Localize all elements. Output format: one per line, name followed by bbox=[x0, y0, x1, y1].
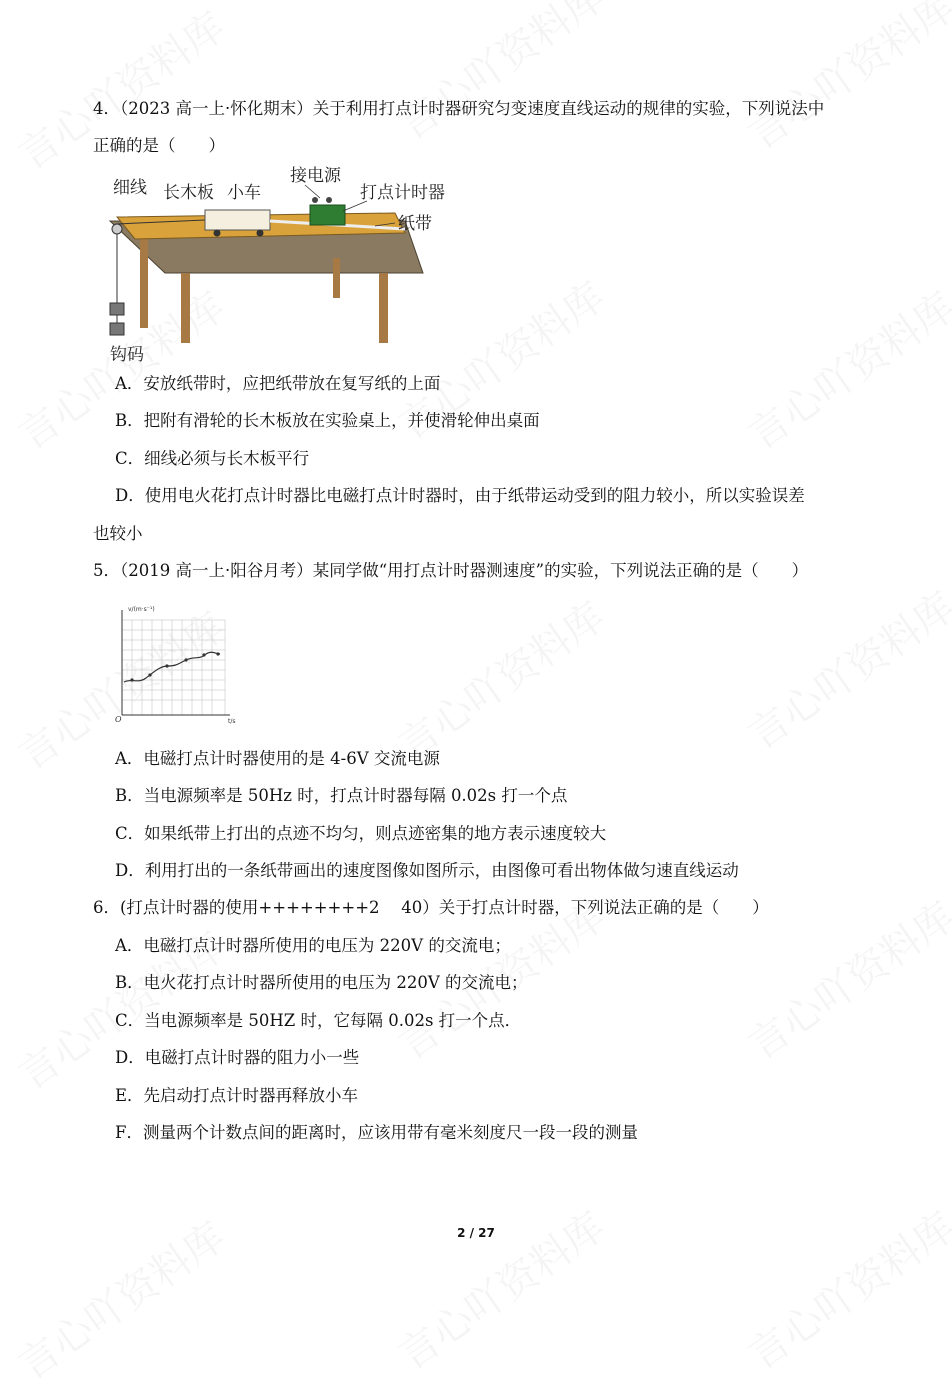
watermark bbox=[385, 1196, 614, 1380]
x-axis-label: t/s bbox=[228, 718, 236, 724]
option-d: D．电磁打点计时器的阻力小一些 bbox=[115, 1048, 360, 1067]
label-timer: 打点计时器 bbox=[360, 183, 445, 203]
option-b: B．当电源频率是 50Hz 时，打点计时器每隔 0.02s 打一个点 bbox=[115, 786, 568, 805]
option-f: F．测量两个计数点间的距离时，应该用带有毫米刻度尺一段一段的测量 bbox=[115, 1123, 638, 1142]
watermark bbox=[385, 0, 614, 151]
origin-label: O bbox=[115, 715, 122, 724]
wheel-icon bbox=[257, 230, 264, 237]
table-leg bbox=[379, 273, 388, 343]
option-d: D．利用打出的一条纸带画出的速度图像如图所示，由图像可看出物体做匀速直线运动 bbox=[115, 861, 739, 880]
experiment-apparatus-figure bbox=[105, 163, 465, 368]
option-c: C．细线必须与长木板平行 bbox=[115, 449, 310, 468]
option-c: C．如果纸带上打出的点迹不均匀，则点迹密集的地方表示速度较大 bbox=[115, 824, 607, 843]
terminal-icon bbox=[312, 197, 318, 203]
label-power: 接电源 bbox=[290, 166, 341, 186]
cart bbox=[205, 210, 270, 230]
watermark bbox=[735, 576, 952, 760]
watermark bbox=[735, 1196, 952, 1380]
option-d: D．使用电火花打点计时器比电磁打点计时器时，由于纸带运动受到的阻力较小，所以实验误差 bbox=[115, 486, 805, 505]
label-thread: 细线 bbox=[113, 178, 147, 198]
option-b: B．把附有滑轮的长木板放在实验桌上，并使滑轮伸出桌面 bbox=[115, 411, 540, 430]
weight-icon bbox=[110, 323, 124, 335]
question-4-stem-cont: 正确的是（ ） bbox=[93, 136, 225, 155]
graph-grid bbox=[122, 620, 225, 715]
page-number: 2 / 27 bbox=[457, 1226, 495, 1240]
y-axis-label: v/(m·s⁻¹) bbox=[128, 606, 155, 613]
question-4-stem: 4．（2023 高一上·怀化期末）关于利用打点计时器研究匀变速度直线运动的规律的实验，下列说法中 bbox=[93, 99, 825, 118]
option-d-cont: 也较小 bbox=[93, 524, 143, 543]
option-b: B．电火花打点计时器所使用的电压为 220V 的交流电； bbox=[115, 973, 528, 992]
question-5-stem: 5．（2019 高一上·阳谷月考）某同学做“用打点计时器测速度”的实验，下列说法正确的是（ ） bbox=[93, 561, 809, 580]
label-cart: 小车 bbox=[227, 183, 261, 203]
terminal-icon bbox=[326, 197, 332, 203]
option-a: A．电磁打点计时器使用的是 4-6V 交流电源 bbox=[115, 749, 440, 768]
timer-device bbox=[310, 205, 345, 225]
table-leg bbox=[333, 258, 340, 298]
label-board: 长木板 bbox=[163, 183, 214, 203]
option-e: E．先启动打点计时器再释放小车 bbox=[115, 1086, 359, 1105]
option-a: A．安放纸带时，应把纸带放在复写纸的上面 bbox=[115, 374, 441, 393]
pulley-icon bbox=[112, 224, 122, 234]
velocity-time-graph bbox=[112, 602, 247, 724]
watermark bbox=[385, 586, 614, 770]
watermark bbox=[735, 276, 952, 460]
option-a: A．电磁打点计时器所使用的电压为 220V 的交流电； bbox=[115, 936, 511, 955]
label-tape: 纸带 bbox=[398, 214, 432, 234]
label-weight: 钩码 bbox=[110, 345, 144, 365]
table-leg bbox=[140, 233, 148, 328]
question-6-stem: 6．(打点计时器的使用++++++++2 40）关于打点计时器，下列说法正确的是（ ） bbox=[93, 898, 769, 917]
watermark bbox=[735, 0, 952, 161]
option-c: C．当电源频率是 50HZ 时，它每隔 0.02s 打一个点． bbox=[115, 1011, 522, 1030]
wheel-icon bbox=[214, 230, 221, 237]
table-leg bbox=[181, 273, 190, 343]
weight-icon bbox=[110, 303, 124, 315]
